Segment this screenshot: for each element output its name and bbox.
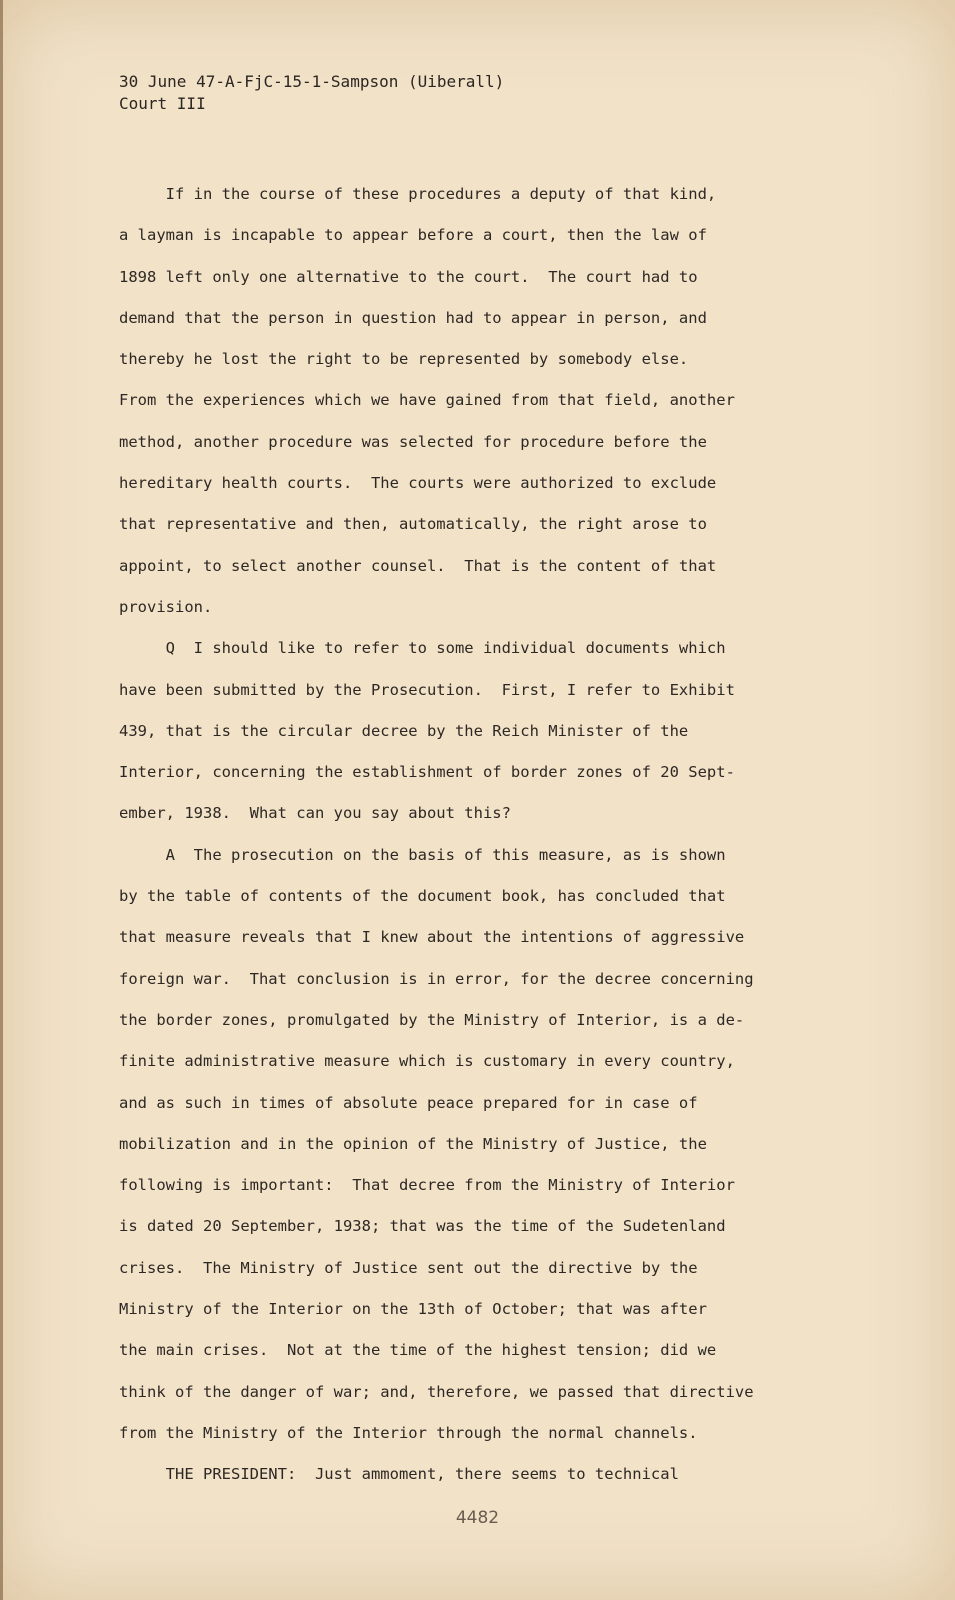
transcript-line: foreign war. That conclusion is in error, for the decree concerning <box>119 969 754 988</box>
transcript-line: have been submitted by the Prosecution. First, I refer to Exhibit <box>119 680 735 699</box>
transcript-line: finite administrative measure which is customary in every country, <box>119 1052 735 1071</box>
transcript-line: thereby he lost the right to be represented by somebody else. <box>119 350 689 369</box>
transcript-line: is dated 20 September, 1938; that was the time of the Sudetenland <box>119 1217 726 1236</box>
transcript-line: mobilization and in the opinion of the Ministry of Justice, the <box>119 1134 707 1153</box>
transcript-line: the main crises. Not at the time of the highest tension; did we <box>119 1341 717 1360</box>
page-number: 4482 <box>455 1508 500 1528</box>
transcript-line: 1898 left only one alternative to the court. The court had to <box>119 267 698 286</box>
header-line-1: 30 June 47-A-FjC-15-1-Sampson (Uiberall) <box>119 72 505 91</box>
transcript-line: from the Ministry of the Interior through the normal channels. <box>119 1423 698 1442</box>
transcript-line: method, another procedure was selected for procedure before the <box>119 432 707 451</box>
transcript-line: that representative and then, automatically, the right arose to <box>119 515 707 534</box>
transcript-line: Interior, concerning the establishment of border zones of 20 Sept- <box>119 763 735 782</box>
page-edge <box>0 0 3 1600</box>
document-header <box>119 71 504 115</box>
header-line-2: Court III <box>119 94 206 113</box>
transcript-line: 439, that is the circular decree by the Reich Minister of the <box>119 721 689 740</box>
transcript-line: hereditary health courts. The courts were authorized to exclude <box>119 474 717 493</box>
transcript-line: by the table of contents of the document book, has concluded that <box>119 887 726 906</box>
transcript-line: think of the danger of war; and, therefore, we passed that directive <box>119 1382 754 1401</box>
transcript-body <box>119 174 829 1496</box>
transcript-line: A The prosecution on the basis of this measure, as is shown <box>119 845 726 864</box>
transcript-line: and as such in times of absolute peace prepared for in case of <box>119 1093 698 1112</box>
transcript-line: If in the course of these procedures a deputy of that kind, <box>119 185 717 203</box>
transcript-line: crises. The Ministry of Justice sent out the directive by the <box>119 1258 698 1277</box>
transcript-line: demand that the person in question had to appear in person, and <box>119 308 707 327</box>
transcript-line: appoint, to select another counsel. That is the content of that <box>119 556 717 575</box>
transcript-line: THE PRESIDENT: Just ammoment, there seems to technical <box>119 1465 679 1484</box>
transcript-line: the border zones, promulgated by the Ministry of Interior, is a de- <box>119 1010 745 1029</box>
transcript-line: Q I should like to refer to some individual documents which <box>119 639 726 658</box>
transcript-line: provision. <box>119 597 213 616</box>
transcript-line: ember, 1938. What can you say about this? <box>119 804 511 823</box>
transcript-line: Ministry of the Interior on the 13th of October; that was after <box>119 1300 707 1319</box>
transcript-line: From the experiences which we have gained from that field, another <box>119 391 735 410</box>
transcript-line: a layman is incapable to appear before a court, then the law of <box>119 226 707 245</box>
transcript-line: following is important: That decree from the Ministry of Interior <box>119 1176 735 1195</box>
transcript-line: that measure reveals that I knew about the intentions of aggressive <box>119 928 745 947</box>
